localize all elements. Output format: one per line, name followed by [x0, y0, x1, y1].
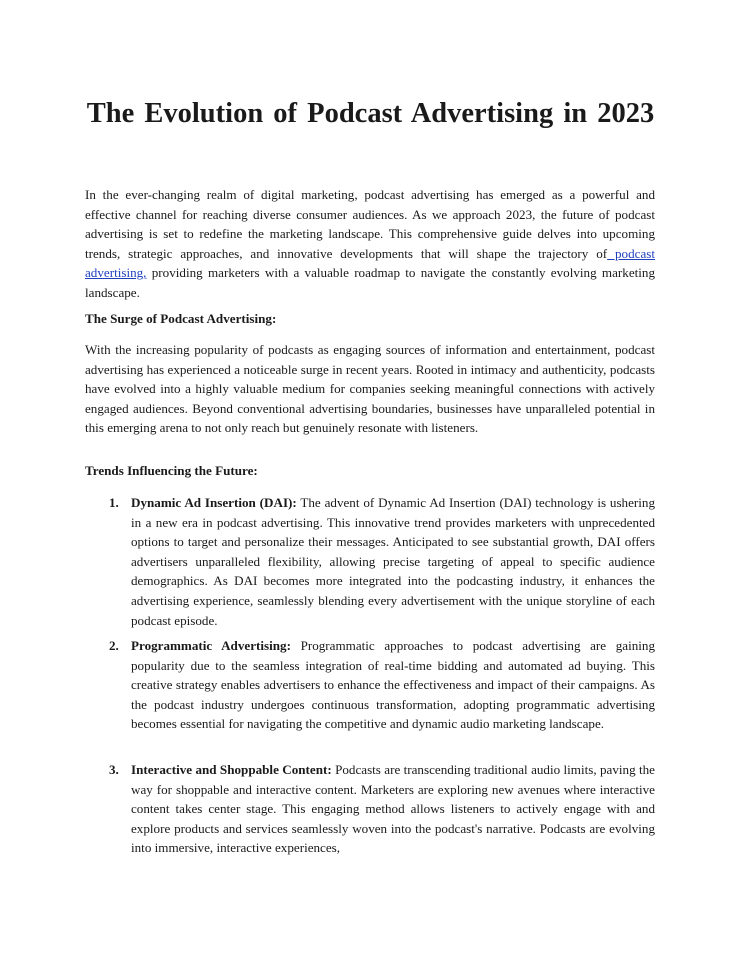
list-item-number: 1.	[109, 495, 119, 510]
list-item-interactive	[85, 760, 655, 858]
list-item-term: Programmatic Advertising:	[131, 638, 291, 653]
podcast-advertising-link[interactable]: podcast advertising,	[85, 245, 655, 281]
list-item-text: The advent of Dynamic Ad Insertion (DAI) technology is ushering in a new era in podcast advertising. This innovative trend provides marketers with unprecedented options to target and personalize their messages. Anticipated to see substantial growth, DAI offers advertisers unparalleled flexibility, allowing precise targeting of appeal to specific audience demographics. As DAI becomes more integrated into the podcasting industry, it enhances the advertising experience, seamlessly blending every advertisement with the unique storyline of each podcast episode.	[131, 495, 655, 628]
list-item-number: 2.	[109, 638, 119, 653]
section-heading-surge: The Surge of Podcast Advertising:	[85, 311, 277, 326]
section-heading-trends: Trends Influencing the Future:	[85, 463, 258, 478]
list-item-term: Interactive and Shoppable Content:	[131, 762, 332, 777]
list-item-text: Programmatic approaches to podcast advertising are gaining popularity due to the seamless integration of real-time bidding and automated ad buying. This creative strategy enables advertisers to enhance the effectiveness and impact of their campaigns. As the podcast industry undergoes continuous transformation, adopting programmatic advertising becomes essential for navigating the competitive and dynamic audio marketing landscape.	[131, 638, 655, 732]
intro-text-after-link: providing marketers with a valuable roadmap to navigate the constantly evolving marketing landscape.	[85, 265, 655, 300]
surge-paragraph: With the increasing popularity of podcasts as engaging sources of information and entertainment, podcast advertising has experienced a noticeable surge in recent years. Rooted in intimacy and authenticity, podcasts have evolved into a highly valuable medium for companies seeking meaningful connections with actively engaged audiences. Beyond conventional advertising boundaries, businesses have unparalleled potential in this emerging arena to not only reach but genuinely resonate with listeners.	[85, 342, 655, 436]
list-item-dai	[85, 493, 655, 630]
intro-paragraph	[85, 185, 655, 303]
intro-text-before-link: In the ever-changing realm of digital marketing, podcast advertising has emerged as a powerful and effective channel for reaching diverse consumer audiences. As we approach 2023, the future of podcast advertising is set to redefine the marketing landscape. This comprehensive guide delves into upcoming trends, strategic approaches, and innovative developments that will shape the trajectory of	[85, 187, 655, 261]
page-title: The Evolution of Podcast Advertising in 2023	[86, 98, 655, 129]
list-item-text: Podcasts are transcending traditional audio limits, paving the way for shoppable and interactive content. Marketers are exploring new avenues where interactive content takes center stage. This engaging method allows listeners to actively engage with and explore products and services seamlessly woven into the podcast's narrative. Podcasts are evolving into immersive, interactive experiences,	[131, 762, 655, 856]
list-item-number: 3.	[109, 762, 119, 777]
list-item-term: Dynamic Ad Insertion (DAI):	[131, 495, 297, 510]
list-item-programmatic	[85, 636, 655, 734]
